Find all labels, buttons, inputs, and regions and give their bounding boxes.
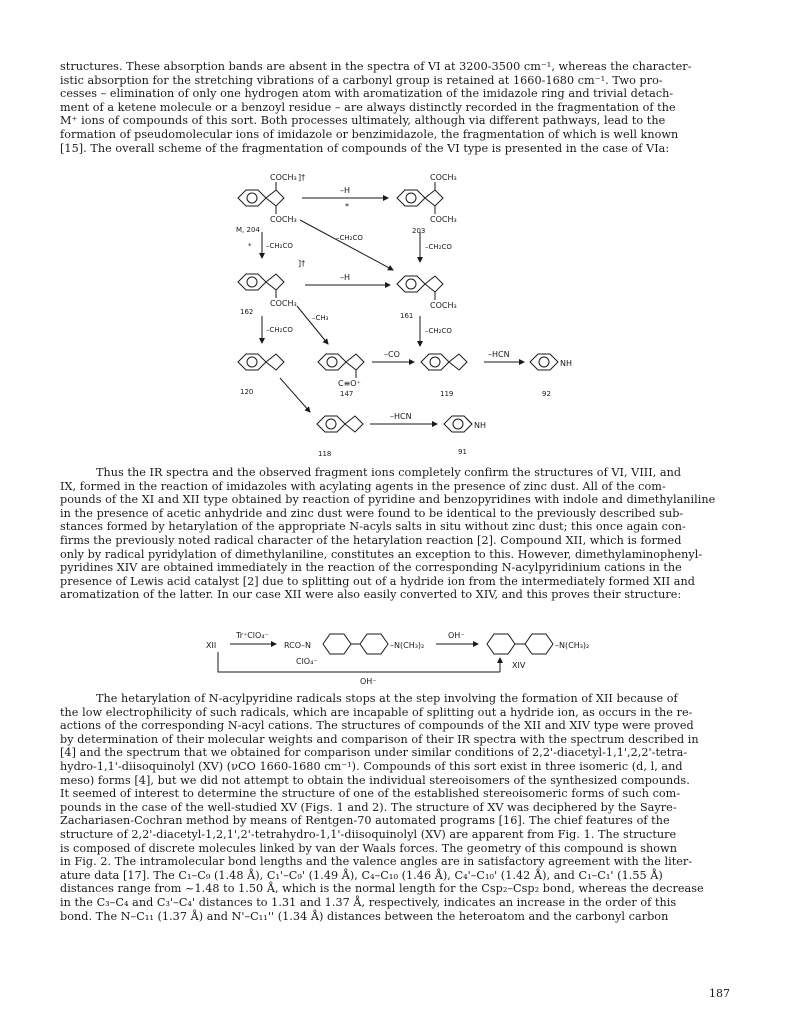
text-line: [4] and the spectrum that we obtained for comparison under similar conditions of 2,2'-diacetyl-1,1',2,2'-tetra-	[60, 746, 688, 760]
label-acylium: C≡O⁺	[338, 379, 361, 388]
label-hydroxide: OH⁻	[448, 631, 465, 640]
text-line: structure of 2,2'-diacetyl-1,2,1',2'-tetrahydro-1,1'-diisoquinolyl (XV) are apparent from Fig. 1. The structure	[60, 827, 677, 841]
text-line: bond. The N–C₁₁ (1.37 Å) and N'–C₁₁'' (1.34 Å) distances between the heteroatom and the carbonyl carbon	[60, 909, 669, 923]
label-coch3: COCH₃	[270, 173, 297, 182]
label-loss-ch2co: –CH₂CO	[336, 234, 363, 242]
text-line: by determination of their molecular weights and comparison of their IR spectra with the spectrum described in	[60, 732, 699, 746]
label-xiv: XIV	[512, 661, 526, 670]
text-line: stances formed by hetarylation of the appropriate N-acyls salts in situ without zinc dust; this once again con-	[60, 520, 686, 534]
text-line: hydro-1,1'-diisoquinolyl (XV) (νCO 1660-1680 cm⁻¹). Compounds of this sort exist in three isomeric (d, l, and	[60, 759, 683, 773]
text-line: presence of Lewis acid catalyst [2] due to splitting out of a hydride ion from the intermediately formed XII and	[60, 574, 695, 588]
label-star: *	[345, 202, 349, 211]
text-line: M⁺ ions of compounds of this sort. Both processes ultimately, although via different pathways, lead to the	[60, 114, 666, 128]
label-mass-161: 161	[400, 312, 414, 320]
label-mass-203: 203	[412, 227, 426, 235]
label-mass-147: 147	[340, 390, 354, 398]
label-nh: NH	[560, 359, 572, 368]
label-loss-h: –H	[340, 273, 351, 282]
label-loss-co: –CO	[384, 350, 400, 359]
label-loss-ch2co: –CH₂CO	[425, 243, 452, 251]
label-nme2: –N(CH₃)₂	[555, 641, 590, 650]
text-line: in the C₃–C₄ and C₃'–C₄' distances to 1.31 and 1.37 Å, respectively, indicates an increase in the order of this	[60, 895, 677, 909]
text-line: It seemed of interest to determine the structure of one of the established stereoisomeric forms of such com-	[60, 787, 681, 801]
label-nh: NH	[474, 421, 486, 430]
label-loss-ch2co: –CH₂CO	[266, 242, 293, 250]
text-line: meso) forms [4], but we did not attempt to obtain the individual stereoisomers of the synthesized compounds.	[60, 773, 690, 787]
label-perchlorate: ClO₄⁻	[296, 657, 318, 666]
text-line: Zachariasen-Cochran method by means of Rentgen-70 automated programs [16]. The chief features of the	[60, 814, 670, 828]
label-coch3: COCH₃	[430, 301, 457, 310]
label-loss-ch3: –CH₃	[312, 314, 329, 322]
label-coch3: COCH₃	[430, 215, 457, 224]
text-line: pounds of the XI and XII type obtained by reaction of pyridine and benzopyridines with indole and dimethylaniline	[60, 493, 716, 507]
text-line: cesses – elimination of only one hydrogen atom with aromatization of the imidazole ring and trivial detach-	[60, 87, 674, 101]
label-star: *	[248, 242, 252, 250]
text-line: istic absorption for the stretching vibrations of a carbonyl group is retained at 1660-1680 cm⁻¹. Two pro-	[60, 73, 663, 87]
label-reagent: Tr⁺ClO₄⁻	[236, 631, 269, 640]
label-loss-h: –H	[340, 186, 351, 195]
text-line: only by radical pyridylation of dimethylaniline, constitutes an exception to this. However, dimethylaminophenyl-	[60, 547, 703, 561]
label-rco-n: RCO–N	[284, 641, 312, 650]
text-line: formation of pseudomolecular ions of imidazole or benzimidazole, the fragmentation of which is well known	[60, 127, 679, 141]
label-coch3: COCH₃	[270, 215, 297, 224]
label-mass-119: 119	[440, 390, 454, 398]
label-mass-162: 162	[240, 308, 254, 316]
label-mass-92: 92	[542, 390, 551, 398]
text-line: is composed of discrete molecules linked by van der Waals forces. The geometry of this compound is shown	[60, 841, 677, 855]
text-line: firms the previously noted radical character of the hetarylation reaction [2]. Compound XII, which is formed	[60, 533, 682, 547]
text-line: IX, formed in the reaction of imidazoles with acylating agents in the presence of zinc dust. All of the com-	[60, 479, 666, 493]
text-line: pounds in the case of the well-studied XV (Figs. 1 and 2). The structure of XV was deciphered by the Sayre-	[60, 800, 677, 814]
text-line: pyridines XIV are obtained immediately in the reaction of the corresponding N-acylpyridinium cations in the	[60, 561, 682, 575]
label-radical-cation: ]†	[298, 259, 306, 268]
label-loss-ch2co: –CH₂CO	[266, 326, 293, 334]
page-number: 187	[709, 987, 730, 1000]
label-xii: XII	[206, 641, 217, 650]
label-nme2: –N(CH₃)₂	[390, 641, 425, 650]
text-line: structures. These absorption bands are absent in the spectra of VI at 3200-3500 cm⁻¹, whereas the character-	[60, 60, 692, 73]
label-radical-cation: ]†	[298, 173, 306, 182]
label-coch3: COCH₃	[270, 299, 297, 308]
text-line: the low electrophilicity of such radicals, which are incapable of splitting out a hydride ion, as occurs in the re-	[60, 705, 693, 719]
label-mass-118: 118	[318, 450, 332, 458]
label-loss-ch2co: –CH₂CO	[425, 327, 452, 335]
label-loss-hcn: –HCN	[488, 350, 510, 359]
label-loss-hcn: –HCN	[390, 412, 412, 421]
text-line: ment of a ketene molecule or a benzoyl residue – are always distinctly recorded in the fragmentation of the	[60, 100, 676, 114]
text-line: in Fig. 2. The intramolecular bond lengths and the valence angles are in satisfactory agreement with the liter-	[60, 855, 693, 869]
label-mass-120: 120	[240, 388, 254, 396]
text-line: [15]. The overall scheme of the fragmentation of compounds of the VI type is presented in the case of VIa:	[60, 141, 670, 155]
text-line: The hetarylation of N-acylpyridine radicals stops at the step involving the formation of XII because of	[96, 692, 678, 705]
text-line: Thus the IR spectra and the observed fragment ions completely confirm the structures of VI, VIII, and	[96, 466, 682, 479]
label-coch3: COCH₃	[430, 173, 457, 182]
text-line: actions of the corresponding N-acyl cations. The structures of compounds of the XII and XIV type were proved	[60, 719, 694, 733]
text-line: distances range from ~1.48 to 1.50 Å, which is the normal length for the Csp₂–Csp₂ bond, whereas the decrease	[60, 882, 704, 896]
label-mass-204: M, 204	[236, 226, 260, 234]
label-mass-91: 91	[458, 448, 467, 456]
text-line: in the presence of acetic anhydride and zinc dust were found to be identical to the previously described sub-	[60, 506, 684, 520]
paragraph-hetarylation	[60, 692, 745, 923]
text-line: aromatization of the latter. In our case XII were also easily converted to XIV, and this proves their structure:	[60, 588, 682, 602]
label-hydroxide: OH⁻	[360, 677, 377, 686]
text-line: ature data [17]. The C₁–C₉ (1.48 Å), C₁'–C₉' (1.49 Å), C₄–C₁₀ (1.46 Å), C₄'–C₁₀' (1.42 Å), and C₁–C₁' (1.55 Å)	[60, 868, 663, 882]
